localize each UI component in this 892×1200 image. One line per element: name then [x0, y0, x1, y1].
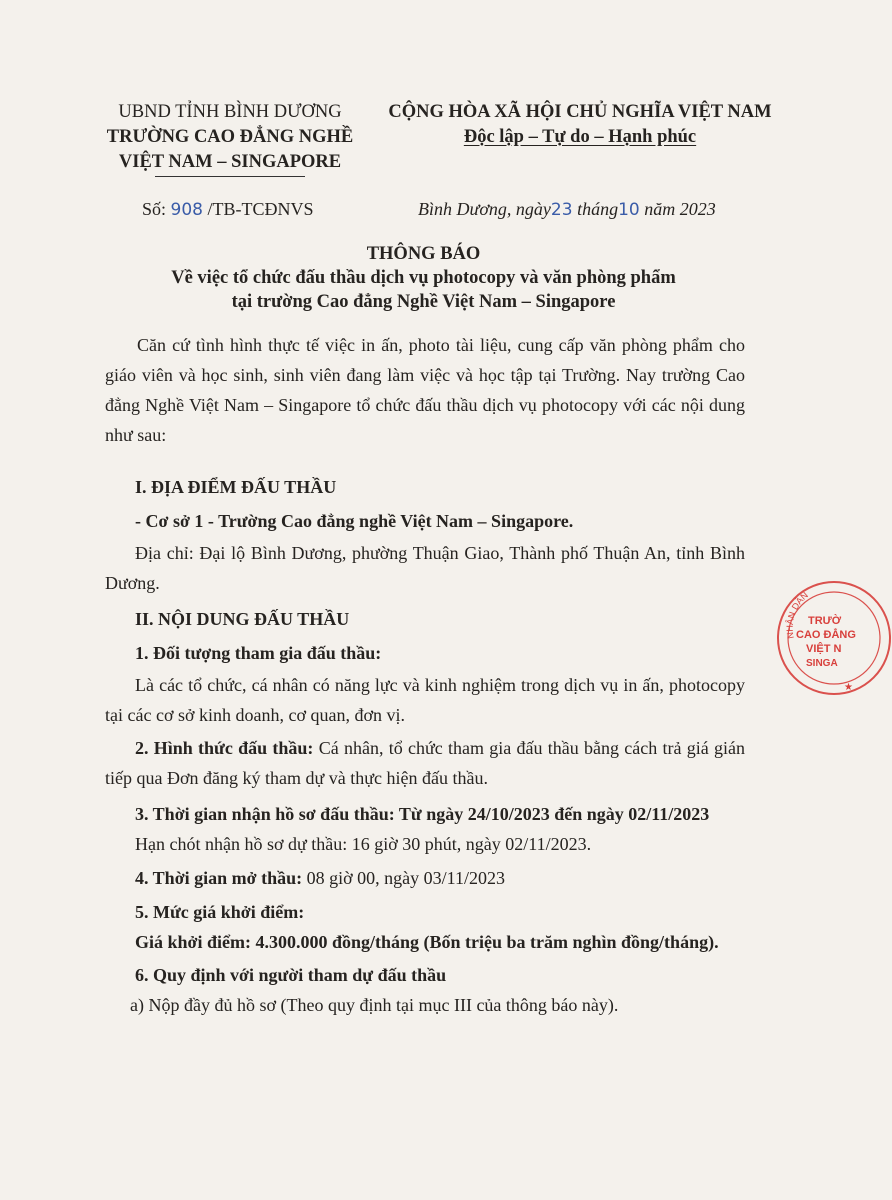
stamp-arc-text: NHÂN DÂN — [784, 589, 810, 640]
date-month-label: tháng — [577, 199, 619, 219]
official-seal-stamp — [772, 578, 892, 698]
authority-line-3: VIỆT NAM – SINGAPORE — [118, 152, 342, 172]
document-date — [418, 199, 716, 220]
issuing-authority — [100, 100, 360, 177]
national-motto — [380, 100, 780, 150]
motto-line-1: CỘNG HÒA XÃ HỘI CHỦ NGHĨA VIỆT NAM — [388, 102, 772, 122]
item-6 — [130, 960, 755, 1020]
date-year: năm 2023 — [644, 199, 716, 219]
stamp-line-3: VIỆT N — [806, 643, 842, 655]
intro-text: Căn cứ tình hình thực tế việc in ấn, photo tài liệu, cung cấp văn phòng phẩm cho giáo viên và học sinh, sinh viên đang làm việc và học tập tại Trường. Nay trường Cao đẳng Nghề Việt Nam – Singapore tổ chức đấu thầu dịch vụ photocopy với các nội dung như sau: — [105, 335, 745, 445]
item-2-text: Cá nhân, tổ chức tham gia đấu thầu bằng cách trả giá gián tiếp qua Đơn đăng ký tham dự và thực hiện đấu thầu. — [105, 738, 745, 788]
item-1-text: Là các tổ chức, cá nhân có năng lực và kinh nghiệm trong dịch vụ in ấn, photocopy tại các cơ sở kinh doanh, cơ quan, đơn vị. — [105, 675, 745, 725]
notice-title — [0, 242, 847, 314]
section-1-heading: I. ĐỊA ĐIỂM ĐẤU THẦU — [135, 477, 337, 497]
date-month: 10 — [618, 200, 640, 220]
section-1-address — [105, 538, 745, 598]
section-1 — [135, 472, 745, 536]
section-2-heading: II. NỘI DUNG ĐẤU THẦU — [135, 609, 350, 629]
authority-line-1: UBND TỈNH BÌNH DƯƠNG — [118, 102, 342, 122]
section-1-location: - Cơ sở 1 - Trường Cao đẳng nghề Việt Nam – Singapore. — [135, 511, 574, 531]
item-5 — [135, 897, 775, 957]
item-4-label: 4. Thời gian mở thầu: — [135, 868, 303, 888]
item-5-heading: 5. Mức giá khởi điểm: — [135, 902, 305, 922]
address-text: Địa chỉ: Đại lộ Bình Dương, phường Thuận Giao, Thành phố Thuận An, tỉnh Bình Dương. — [105, 543, 745, 593]
item-2-label: 2. Hình thức đấu thầu: — [135, 738, 314, 758]
item-4-text: 08 giờ 00, ngày 03/11/2023 — [302, 868, 505, 888]
stamp-line-2: CAO ĐẲNG — [796, 629, 856, 641]
document-number — [142, 199, 313, 220]
item-6-heading: 6. Quy định với người tham dự đấu thầu — [135, 965, 447, 985]
motto-line-2: Độc lập – Tự do – Hạnh phúc — [463, 127, 697, 147]
item-6-a: a) Nộp đầy đủ hồ sơ (Theo quy định tại mục III của thông báo này). — [130, 995, 619, 1015]
doc-number-handwritten: 908 — [170, 200, 203, 220]
stamp-line-4: SINGA — [806, 658, 838, 669]
item-5-text: Giá khởi điểm: 4.300.000 đồng/tháng (Bốn triệu ba trăm nghìn đồng/tháng). — [135, 932, 719, 952]
authority-underline — [155, 176, 305, 177]
item-1-heading: 1. Đối tượng tham gia đấu thầu: — [135, 643, 382, 663]
item-3 — [135, 799, 745, 859]
date-prefix: Bình Dương, ngày — [418, 199, 551, 219]
item-1-body — [105, 670, 745, 730]
stamp-line-1: TRƯỜ — [808, 615, 842, 627]
date-day: 23 — [550, 200, 573, 220]
intro-paragraph — [105, 330, 745, 450]
item-3-heading: 3. Thời gian nhận hồ sơ đấu thầu: Từ ngày 24/10/2023 đến ngày 02/11/2023 — [135, 804, 710, 824]
doc-number-prefix: Số: — [142, 199, 167, 219]
doc-number-suffix: /TB-TCĐNVS — [207, 199, 314, 219]
title-line-1: THÔNG BÁO — [366, 244, 481, 264]
authority-line-2: TRƯỜNG CAO ĐẲNG NGHỀ — [106, 127, 354, 147]
item-2 — [105, 733, 745, 793]
stamp-star-icon: ★ — [844, 682, 853, 693]
section-2-top — [135, 604, 745, 668]
title-line-2: Về việc tổ chức đấu thầu dịch vụ photocopy và văn phòng phẩm — [171, 268, 676, 288]
item-4 — [135, 863, 745, 893]
item-3-text: Hạn chót nhận hồ sơ dự thầu: 16 giờ 30 phút, ngày 02/11/2023. — [135, 834, 592, 854]
title-line-3: tại trường Cao đẳng Nghề Việt Nam – Singapore — [231, 292, 616, 312]
